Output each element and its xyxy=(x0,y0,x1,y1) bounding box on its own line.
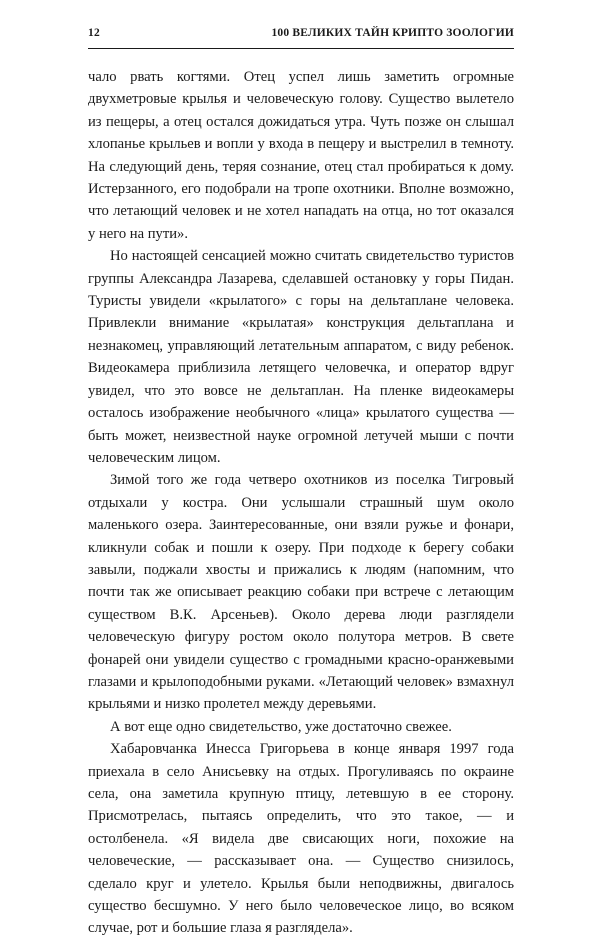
paragraph-fresh-evidence: А вот еще одно свидетельство, уже достаточно свежее. xyxy=(110,718,452,735)
body-text xyxy=(88,66,514,940)
page-number: 12 xyxy=(88,27,100,39)
running-title: 100 ВЕЛИКИХ ТАЙН КРИПТО ЗООЛОГИИ xyxy=(271,27,514,39)
running-header xyxy=(88,27,514,39)
paragraph-continuation: чало рвать когтями. Отец успел лишь заметить огромные двухметровые крылья и человеческую голову. Существо вылетело из пещеры, а отец остался дожидаться утра. Чуть позже он слышал хлопанье крыльев и вопли у входа в пещеру и выстрелил в темноту. На следующий день, теряя сознание, отец стал пробираться к дому. Истерзанного, его подобрали на тропе охотники. Вполне возможно, что летающий человек и не хотел нападать на отца, но тот оказался у него на пути». xyxy=(88,69,514,242)
paragraph-lazarev-group: Но настоящей сенсацией можно считать свидетельство туристов группы Александра Лазарева, сделавшей остановку у горы Пидан. Туристы увидели «крылатого» с горы на дельтаплане человека. Привлекли внимание «крылатая» конструкция дельтаплана и незнакомец, управляющий летательным аппаратом, с виду ребенок. Видеокамера приблизила летящего человечка, и оператор вдруг увидел, что это вовсе не дельтаплан. На пленке видеокамеры осталось изображение необычного «лица» крылатого существа — быть может, неизвестной науке огромной летучей мыши с почти человеческим лицом. xyxy=(88,248,514,466)
paragraph-grigorieva: Хабаровчанка Инесса Григорьева в конце января 1997 года приехала в село Анисьевку на отдых. Прогуливаясь по окраине села, она заметила крупную птицу, летевшую в ее сторону. Присмотрелась, пытаясь определить, что это такое, — и остолбенела. «Я видела две свисающих ноги, похожие на человеческие, — рассказывает она. — Существо снизилось, сделало круг и улетело. Крылья были неподвижны, двигалось существо бесшумно. У него было человеческое лицо, во всяком случае, рот и большие глаза я разглядела». xyxy=(88,741,514,937)
paragraph-hunters: Зимой того же года четверо охотников из поселка Тигровый отдыхали у костра. Они услышали страшный шум около маленького озера. Заинтересованные, они взяли ружье и фонари, кликнули собак и пошли к озеру. При подходе к берегу собаки завыли, поджали хвосты и прижались к людям (напомним, что почти так же описывает реакцию собаки при встрече с летающим существом В.К. Арсеньев). Около дерева люди разглядели человеческую фигуру ростом около полутора метров. В свете фонарей они увидели существо с громадными красно-оранжевыми глазами и крылоподобными руками. «Летающий человек» взмахнул крыльями и низко пролетел между деревьями. xyxy=(88,472,514,713)
header-rule xyxy=(88,48,514,49)
